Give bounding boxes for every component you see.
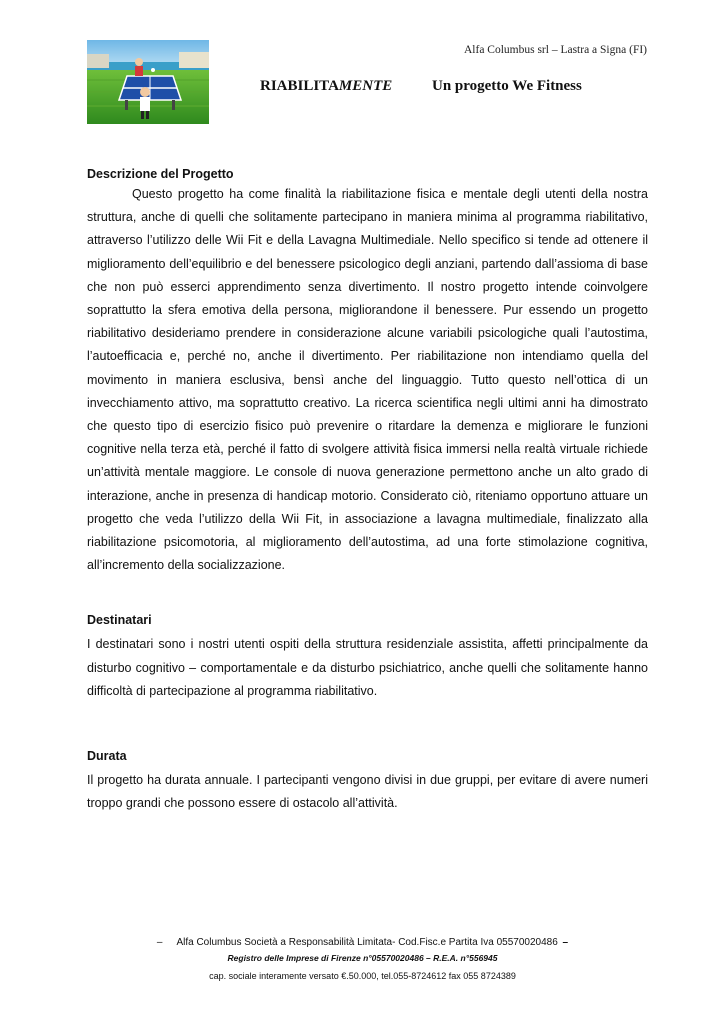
footer-contacts-line: cap. sociale interamente versato €.50.000, tel.055-8724612 fax 055 8724389 [209,971,516,981]
project-subtitle: Un progetto We Fitness [432,78,582,94]
project-title-italic: MENTE [338,78,393,94]
footer-registry-line: Registro delle Imprese di Firenze n°05570020486 – R.E.A. n°556945 [227,953,498,963]
footer-company-line [0,936,725,950]
project-title-upright: RIABILITA [260,78,339,94]
section-paragraph: I destinatari sono i nostri utenti ospiti della struttura residenziale assistita, affetti principalmente da disturbo cognitivo – comportamentale e da disturbo psichiatrico, anche quelli che solitamente hanno difficoltà di partecipazione al programma riabilitativo. [87,637,648,698]
document-body [87,165,648,815]
table-tennis-game-image [87,40,209,124]
section-heading: Destinatari [87,613,152,628]
footer-company-text: Alfa Columbus Società a Responsabilità Limitata- Cod.Fisc.e Partita Iva 05570020486 [176,937,558,948]
section-durata [87,747,648,815]
section-heading: Durata [87,749,127,764]
section-destinatari [87,611,648,703]
section-paragraph: Il progetto ha durata annuale. I partecipanti vengono divisi in due gruppi, per evitare di avere numeri troppo grandi che possono essere di ostacolo all’attività. [87,773,648,811]
company-header-line: Alfa Columbus srl – Lastra a Signa (FI) [463,44,647,56]
page-footer [0,936,725,981]
section-paragraph: Questo progetto ha come finalità la riabilitazione fisica e mentale degli utenti della nostra struttura, anche di quelli che solitamente partecipano in maniera minima al programma riabilitativo, attraverso l’utilizzo delle Wii Fit e della Lavagna Multimediale. Nello specifico si tende ad ottenere il miglioramento dell’equilibrio e del benessere psicologico degli anziani, partendo dall’assioma di base che non può esserci apprendimento senza divertimento. Il nostro progetto intende coinvolgere soprattutto la sfera emotiva della persona, migliorandone il benessere. Pur essendo un progetto riabilitativo desideriamo prendere in considerazione alcune variabili psicologiche quali l’autostima, l’autoefficacia e, perché no, anche il divertimento. Per riabilitazione non intendiamo quella del movimento in maniera esclusiva, bensì anche del linguaggio. Tutto questo nell’ottica di un invecchiamento attivo, ma soprattutto creativo. La ricerca scientifica negli ultimi anni ha dimostrato che questo tipo di esercizio fisico può prevenire o ritardare la demenza e migliorare le funzioni cognitive nella terza età, perché il fatto di svolgere attività fisica immersi nella realtà virtuale richiede un’attività mentale maggiore. Le console di nuova generazione permettono anche un alto grado di interazione, anche in presenza di handicap motorio. Considerato ciò, riteniamo opportuno attuare un progetto che veda l’utilizzo della Wii Fit, in associazione a lavagna multimediale, finalizzato alla riabilitazione psicomotoria, al miglioramento dell’autostima, ad una forte stimolazione cognitiva, all’incremento della socializzazione. [87,187,648,573]
footer-dash-right: – [562,937,569,948]
section-descrizione [87,165,648,577]
section-heading: Descrizione del Progetto [87,167,234,181]
footer-dash-left: – [156,937,163,948]
project-title [260,78,392,95]
